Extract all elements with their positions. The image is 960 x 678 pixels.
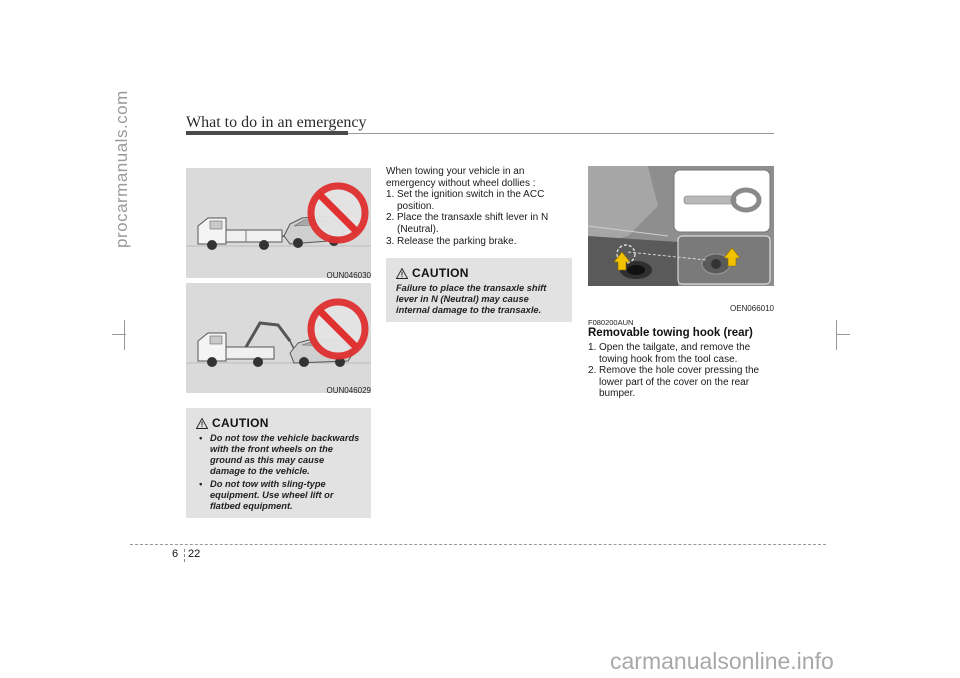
crop-mark-left	[124, 320, 125, 350]
figure-code-towing-hook: OEN066010	[729, 304, 774, 313]
towing-hook-steps	[588, 342, 774, 400]
towing-hook-photo	[588, 166, 774, 286]
page-chapter: 6	[172, 548, 179, 560]
crop-mark-right	[836, 320, 837, 350]
crop-mark-left-h	[112, 334, 126, 335]
list-item: 1. Open the tailgate, and remove the towing hook from the tool case.	[588, 342, 751, 365]
section-header-title: What to do in an emergency	[186, 114, 367, 131]
tow-sling-illustration	[186, 283, 371, 393]
list-item: 2. Remove the hole cover pressing the lower part of the cover on the rear bumper.	[588, 365, 760, 400]
towing-steps	[386, 189, 572, 247]
crop-mark-right-h	[836, 334, 850, 335]
section-code: F080200AUN	[588, 318, 634, 327]
caution-box-towing	[186, 408, 371, 518]
list-item: 3. Release the parking brake.	[386, 235, 517, 247]
towing-intro: When towing your vehicle in an emergency without wheel dollies :	[386, 166, 536, 189]
header-rule	[348, 133, 774, 134]
caution-header	[196, 416, 361, 430]
side-watermark: procarmanuals.com	[112, 90, 131, 248]
bottom-watermark: carmanualsonline.info	[610, 648, 834, 674]
caution-text: Failure to place the transaxle shift lever in N (Neutral) may cause internal damage to the transaxle.	[396, 283, 547, 315]
figure-towing-hook	[588, 166, 774, 286]
towing-instructions	[386, 166, 572, 247]
header-bar	[186, 131, 348, 135]
caution-title: CAUTION	[212, 416, 269, 430]
page-number: 22	[188, 548, 201, 560]
caution-item: • Do not tow with sling-type equipment. Use wheel lift or flatbed equipment.	[199, 479, 334, 511]
caution-header	[396, 266, 562, 280]
caution-title: CAUTION	[412, 266, 469, 280]
caution-list	[196, 433, 361, 512]
figure-code-tow-sling: OUN046029	[326, 386, 371, 395]
page-divider	[184, 549, 185, 562]
figure-code-tow-flatbed: OUN046030	[326, 271, 371, 280]
caution-item: • Do not tow the vehicle backwards with the front wheels on the ground as this may cause damage to the vehicle.	[199, 433, 360, 476]
list-item: 2. Place the transaxle shift lever in N (Neutral).	[386, 212, 549, 235]
warning-triangle-icon	[196, 418, 208, 429]
figure-tow-flatbed	[186, 168, 371, 278]
section-heading: Removable towing hook (rear)	[588, 327, 753, 339]
caution-box-transaxle	[386, 258, 572, 322]
tow-flatbed-illustration	[186, 168, 371, 278]
footer-rule	[130, 544, 826, 545]
warning-triangle-icon	[396, 268, 408, 279]
list-item: 1. Set the ignition switch in the ACC position.	[386, 189, 545, 212]
figure-tow-sling	[186, 283, 371, 393]
